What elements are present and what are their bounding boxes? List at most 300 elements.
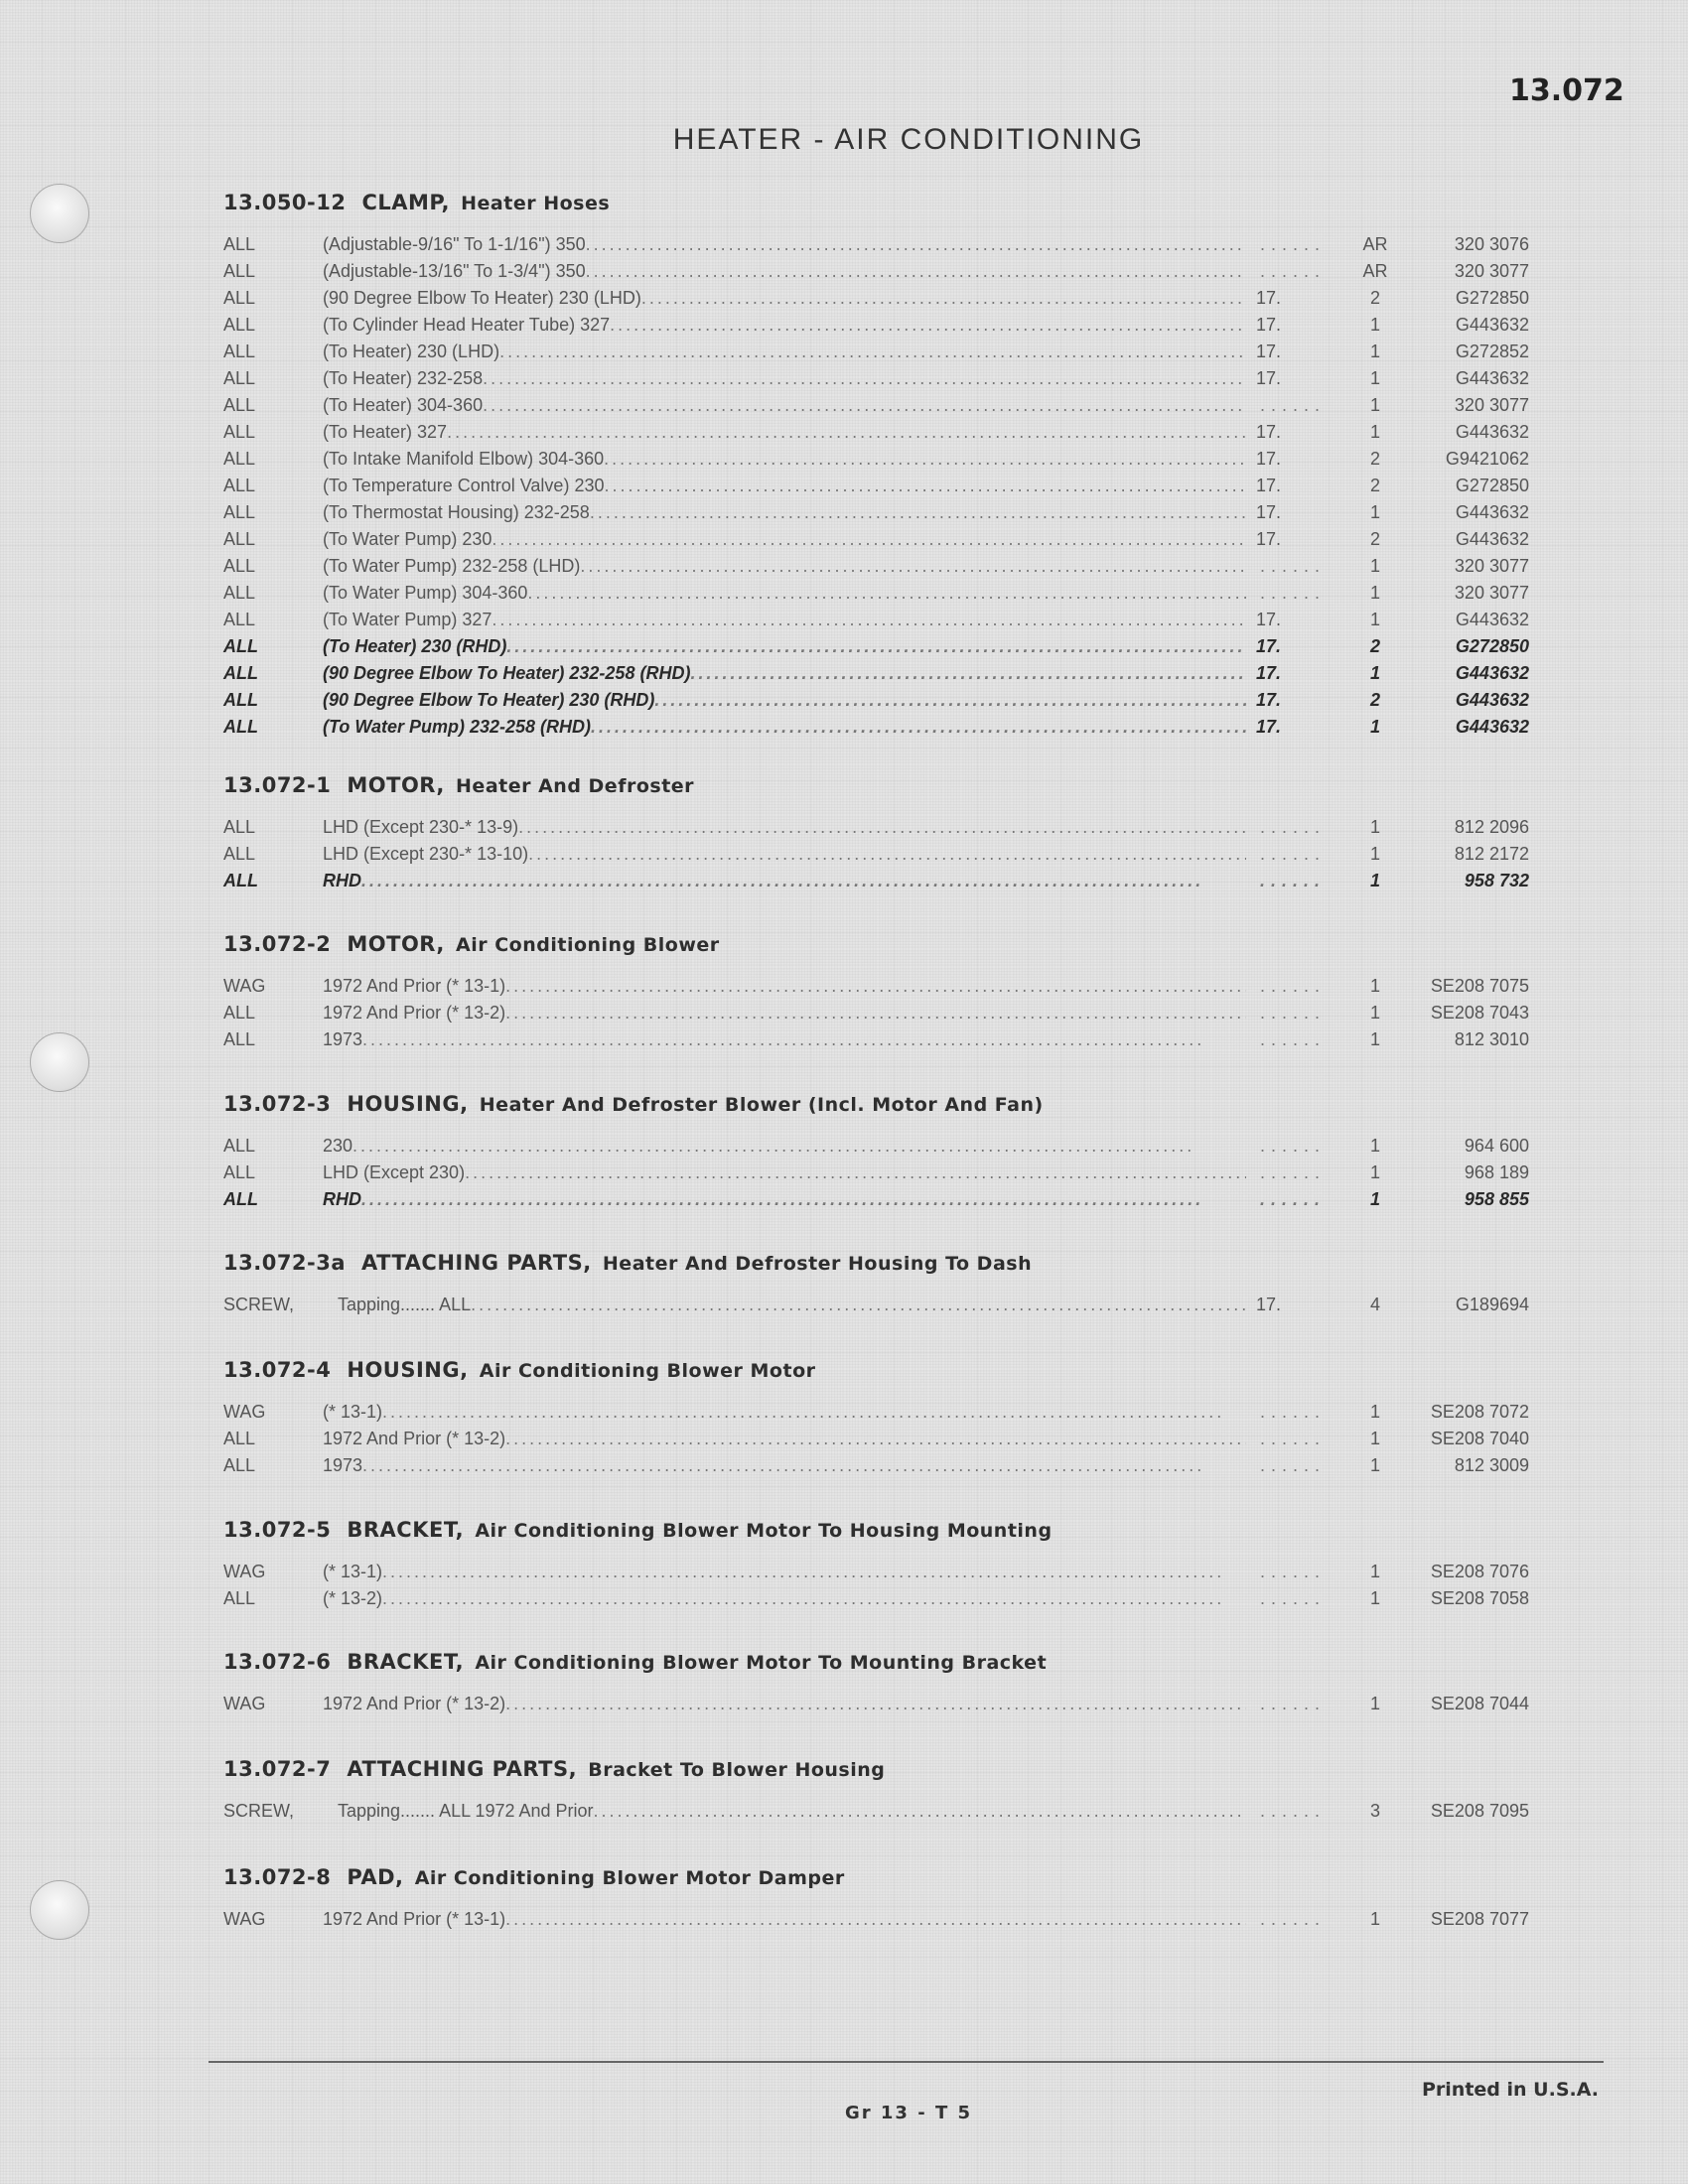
row-model: ALL bbox=[223, 422, 256, 442]
row-description: 230 bbox=[323, 1136, 353, 1156]
row-description: (Adjustable-9/16" To 1-1/16") 350 bbox=[323, 234, 586, 254]
row-part-number: G189694 bbox=[1455, 1295, 1529, 1314]
row-quantity: 2 bbox=[1369, 449, 1380, 469]
parts-section bbox=[223, 1646, 1534, 1717]
leader-dots bbox=[471, 1292, 1246, 1318]
section-heading bbox=[223, 187, 1534, 218]
reference-leader-dots: . . . . . . bbox=[1260, 556, 1321, 576]
parts-row bbox=[223, 1426, 1534, 1452]
section-rows bbox=[223, 231, 1534, 741]
leader-dots bbox=[382, 1559, 1246, 1585]
reference-leader-dots: . . . . . . bbox=[1260, 234, 1321, 254]
section-number: 13.072-8 bbox=[223, 1865, 332, 1889]
row-description: (* 13-1) bbox=[323, 1402, 383, 1422]
row-description-line bbox=[323, 814, 1246, 841]
section-rows bbox=[223, 814, 1534, 894]
row-description-line bbox=[323, 231, 1246, 258]
row-reference: 17. bbox=[1256, 449, 1282, 469]
row-description: 1972 And Prior (* 13-2) bbox=[323, 1429, 506, 1448]
row-quantity: 1 bbox=[1369, 976, 1380, 996]
row-model: SCREW, bbox=[223, 1801, 295, 1821]
leader-dots bbox=[505, 1426, 1246, 1452]
row-description: LHD (Except 230-* 13-10) bbox=[323, 844, 529, 864]
row-description: (To Heater) 327 bbox=[323, 422, 448, 442]
leader-dots bbox=[506, 633, 1246, 660]
row-description-line bbox=[323, 446, 1246, 473]
leader-dots bbox=[654, 687, 1246, 714]
row-quantity: 4 bbox=[1369, 1295, 1380, 1314]
row-description-line bbox=[323, 1426, 1246, 1452]
section-part-name: BRACKET, bbox=[347, 1518, 465, 1542]
row-part-number: G443632 bbox=[1455, 690, 1529, 710]
row-part-number: G443632 bbox=[1455, 315, 1529, 335]
reference-leader-dots: . . . . . . bbox=[1260, 1909, 1321, 1929]
row-description: RHD bbox=[323, 1189, 361, 1209]
reference-leader-dots: . . . . . . bbox=[1260, 976, 1321, 996]
row-quantity: 1 bbox=[1369, 1189, 1380, 1209]
reference-leader-dots: . . . . . . bbox=[1260, 1003, 1321, 1023]
row-description: (To Water Pump) 304-360 bbox=[323, 583, 528, 603]
section-part-name: BRACKET, bbox=[347, 1650, 465, 1674]
row-model: WAG bbox=[223, 1562, 266, 1581]
parts-section bbox=[223, 1861, 1534, 1933]
row-part-number: G443632 bbox=[1455, 663, 1529, 683]
row-description: (To Heater) 230 (RHD) bbox=[323, 636, 507, 656]
row-quantity: 1 bbox=[1369, 1003, 1380, 1023]
reference-leader-dots: . . . . . . bbox=[1260, 1402, 1321, 1422]
reference-leader-dots: . . . . . . bbox=[1260, 1162, 1321, 1182]
leader-dots bbox=[591, 714, 1246, 741]
row-part-number: G272852 bbox=[1455, 341, 1529, 361]
row-reference: 17. bbox=[1256, 341, 1282, 361]
row-model: ALL bbox=[223, 717, 258, 737]
leader-dots bbox=[382, 1585, 1246, 1612]
parts-row bbox=[223, 392, 1534, 419]
row-reference: 17. bbox=[1256, 368, 1282, 388]
row-quantity: 1 bbox=[1369, 663, 1380, 683]
footer-group-code: Gr 13 - T 5 bbox=[844, 2103, 973, 2123]
parts-row bbox=[223, 231, 1534, 258]
row-description-line bbox=[323, 841, 1246, 868]
leader-dots bbox=[483, 392, 1246, 419]
reference-leader-dots: . . . . . . bbox=[1260, 583, 1321, 603]
row-quantity: 1 bbox=[1369, 1588, 1380, 1608]
binder-hole-middle bbox=[30, 1032, 89, 1092]
row-model: ALL bbox=[223, 690, 258, 710]
row-description-line bbox=[323, 1160, 1246, 1186]
row-part-number: G443632 bbox=[1455, 717, 1529, 737]
reference-leader-dots: . . . . . . bbox=[1260, 844, 1321, 864]
row-description: 1972 And Prior (* 13-1) bbox=[323, 976, 506, 996]
leader-dots bbox=[518, 814, 1246, 841]
section-number: 13.072-3 bbox=[223, 1092, 332, 1116]
row-model: WAG bbox=[223, 1402, 266, 1422]
section-heading bbox=[223, 1514, 1534, 1546]
row-description-line bbox=[323, 1186, 1246, 1213]
row-model: ALL bbox=[223, 315, 256, 335]
row-description: (To Heater) 230 (LHD) bbox=[323, 341, 500, 361]
row-quantity: 1 bbox=[1369, 717, 1380, 737]
row-quantity: 1 bbox=[1369, 1162, 1380, 1182]
row-model: ALL bbox=[223, 1162, 256, 1182]
section-heading bbox=[223, 769, 1534, 801]
parts-section bbox=[223, 1753, 1534, 1825]
reference-leader-dots: . . . . . . bbox=[1260, 1429, 1321, 1448]
row-quantity: 1 bbox=[1369, 844, 1380, 864]
row-model: ALL bbox=[223, 1003, 256, 1023]
row-description-line bbox=[323, 499, 1246, 526]
row-description: (To Water Pump) 327 bbox=[323, 610, 492, 629]
reference-leader-dots: . . . . . . bbox=[1260, 261, 1321, 281]
row-part-number: 320 3077 bbox=[1454, 556, 1529, 576]
leader-dots bbox=[361, 868, 1246, 894]
row-model: ALL bbox=[223, 1455, 256, 1475]
reference-leader-dots: . . . . . . bbox=[1260, 395, 1321, 415]
row-model: ALL bbox=[223, 395, 256, 415]
row-model: ALL bbox=[223, 663, 258, 683]
reference-leader-dots: . . . . . . bbox=[1260, 817, 1321, 837]
row-description: (To Water Pump) 232-258 (LHD) bbox=[323, 556, 581, 576]
parts-row bbox=[223, 1292, 1534, 1318]
parts-row bbox=[223, 419, 1534, 446]
parts-row bbox=[223, 1026, 1534, 1053]
row-model: ALL bbox=[223, 341, 256, 361]
section-description: Air Conditioning Blower Motor To Housing Mounting bbox=[475, 1520, 1053, 1542]
row-reference: 17. bbox=[1256, 1295, 1282, 1314]
row-model: ALL bbox=[223, 1588, 256, 1608]
leader-dots bbox=[505, 1906, 1246, 1933]
section-number: 13.072-4 bbox=[223, 1358, 332, 1382]
row-model: ALL bbox=[223, 1189, 258, 1209]
row-part-number: G272850 bbox=[1455, 476, 1529, 495]
parts-row bbox=[223, 446, 1534, 473]
section-description: Heater Hoses bbox=[461, 193, 611, 214]
row-description: Tapping....... ALL bbox=[338, 1295, 472, 1314]
leader-dots bbox=[594, 1798, 1246, 1825]
parts-row bbox=[223, 1585, 1534, 1612]
leader-dots bbox=[362, 1026, 1246, 1053]
leader-dots bbox=[362, 1452, 1246, 1479]
row-model: ALL bbox=[223, 234, 256, 254]
section-number: 13.072-2 bbox=[223, 932, 332, 956]
leader-dots bbox=[483, 365, 1246, 392]
row-part-number: SE208 7043 bbox=[1430, 1003, 1529, 1023]
parts-row bbox=[223, 1906, 1534, 1933]
row-model: ALL bbox=[223, 476, 256, 495]
row-model: ALL bbox=[223, 288, 256, 308]
leader-dots bbox=[690, 660, 1246, 687]
row-part-number: 964 600 bbox=[1464, 1136, 1529, 1156]
row-quantity: 1 bbox=[1369, 1402, 1380, 1422]
row-description-line bbox=[323, 687, 1246, 714]
row-description-line bbox=[323, 868, 1246, 894]
parts-row bbox=[223, 312, 1534, 339]
section-part-name: ATTACHING PARTS, bbox=[347, 1757, 578, 1781]
row-reference: 17. bbox=[1256, 610, 1282, 629]
parts-row bbox=[223, 660, 1534, 687]
reference-leader-dots: . . . . . . bbox=[1260, 1801, 1321, 1821]
section-rows bbox=[223, 1133, 1534, 1213]
section-heading bbox=[223, 1088, 1534, 1120]
row-reference: 17. bbox=[1256, 690, 1282, 710]
section-number: 13.072-7 bbox=[223, 1757, 332, 1781]
row-description: 1972 And Prior (* 13-2) bbox=[323, 1694, 506, 1713]
parts-section bbox=[223, 1514, 1534, 1612]
row-description-line bbox=[323, 580, 1246, 607]
row-part-number: G272850 bbox=[1455, 288, 1529, 308]
leader-dots bbox=[610, 312, 1246, 339]
parts-row bbox=[223, 607, 1534, 633]
row-quantity: 2 bbox=[1369, 476, 1380, 495]
row-part-number: G443632 bbox=[1455, 610, 1529, 629]
row-part-number: SE208 7040 bbox=[1430, 1429, 1529, 1448]
row-quantity: 1 bbox=[1369, 817, 1380, 837]
row-model: SCREW, bbox=[223, 1295, 295, 1314]
row-quantity: 1 bbox=[1369, 502, 1380, 522]
section-rows bbox=[223, 1399, 1534, 1479]
row-part-number: 812 3010 bbox=[1454, 1029, 1529, 1049]
row-part-number: 320 3077 bbox=[1454, 395, 1529, 415]
row-description-line bbox=[323, 473, 1246, 499]
leader-dots bbox=[505, 1000, 1246, 1026]
row-quantity: 1 bbox=[1369, 315, 1380, 335]
reference-leader-dots: . . . . . . bbox=[1260, 1588, 1321, 1608]
parts-row bbox=[223, 1399, 1534, 1426]
leader-dots bbox=[499, 339, 1246, 365]
leader-dots bbox=[382, 1399, 1246, 1426]
row-quantity: 2 bbox=[1369, 636, 1380, 656]
reference-leader-dots: . . . . . . bbox=[1260, 1694, 1321, 1713]
leader-dots bbox=[465, 1160, 1246, 1186]
section-description: Air Conditioning Blower Motor bbox=[479, 1360, 816, 1382]
section-part-name: HOUSING, bbox=[347, 1358, 469, 1382]
row-model: ALL bbox=[223, 871, 258, 890]
row-description-line bbox=[323, 1691, 1246, 1717]
row-quantity: 1 bbox=[1369, 368, 1380, 388]
row-quantity: 1 bbox=[1369, 341, 1380, 361]
row-part-number: G443632 bbox=[1455, 368, 1529, 388]
leader-dots bbox=[505, 1691, 1246, 1717]
leader-dots bbox=[492, 526, 1246, 553]
section-part-name: MOTOR, bbox=[347, 773, 445, 797]
row-description-line bbox=[323, 607, 1246, 633]
section-number: 13.072-3a bbox=[223, 1251, 347, 1275]
section-rows bbox=[223, 973, 1534, 1053]
row-model: ALL bbox=[223, 261, 256, 281]
row-description-line bbox=[323, 973, 1246, 1000]
footer-printed-in: Printed in U.S.A. bbox=[1422, 2079, 1599, 2101]
parts-section bbox=[223, 1088, 1534, 1213]
page-number: 13.072 bbox=[1509, 73, 1624, 108]
row-model: WAG bbox=[223, 1909, 266, 1929]
section-part-name: HOUSING, bbox=[347, 1092, 469, 1116]
leader-dots bbox=[361, 1186, 1246, 1213]
section-number: 13.072-5 bbox=[223, 1518, 332, 1542]
row-description: (* 13-2) bbox=[323, 1588, 383, 1608]
row-description: (90 Degree Elbow To Heater) 232-258 (RHD) bbox=[323, 663, 691, 683]
row-reference: 17. bbox=[1256, 476, 1282, 495]
row-quantity: 1 bbox=[1369, 610, 1380, 629]
row-quantity: 1 bbox=[1369, 1562, 1380, 1581]
row-quantity: AR bbox=[1362, 234, 1388, 254]
leader-dots bbox=[586, 231, 1246, 258]
row-part-number: G443632 bbox=[1455, 529, 1529, 549]
row-description: 1973 bbox=[323, 1455, 363, 1475]
reference-leader-dots: . . . . . . bbox=[1260, 1455, 1321, 1475]
row-part-number: 968 189 bbox=[1464, 1162, 1529, 1182]
row-description: (90 Degree Elbow To Heater) 230 (LHD) bbox=[323, 288, 641, 308]
row-model: ALL bbox=[223, 368, 256, 388]
row-part-number: SE208 7075 bbox=[1430, 976, 1529, 996]
row-part-number: SE208 7076 bbox=[1430, 1562, 1529, 1581]
row-description-line bbox=[323, 1452, 1246, 1479]
row-description-line bbox=[323, 633, 1246, 660]
section-rows bbox=[223, 1691, 1534, 1717]
row-description-line bbox=[338, 1798, 1246, 1825]
reference-leader-dots: . . . . . . bbox=[1260, 1029, 1321, 1049]
binder-hole-top bbox=[30, 184, 89, 243]
section-heading bbox=[223, 1354, 1534, 1386]
parts-row bbox=[223, 1691, 1534, 1717]
row-part-number: 320 3077 bbox=[1454, 583, 1529, 603]
footer-divider bbox=[209, 2061, 1604, 2063]
reference-leader-dots: . . . . . . bbox=[1260, 1189, 1321, 1209]
section-rows bbox=[223, 1559, 1534, 1612]
row-description: (To Heater) 232-258 bbox=[323, 368, 484, 388]
row-model: ALL bbox=[223, 1029, 256, 1049]
row-description-line bbox=[323, 1906, 1246, 1933]
row-model: ALL bbox=[223, 1429, 256, 1448]
parts-row bbox=[223, 814, 1534, 841]
row-part-number: SE208 7072 bbox=[1430, 1402, 1529, 1422]
row-description-line bbox=[323, 714, 1246, 741]
leader-dots bbox=[586, 258, 1246, 285]
parts-row bbox=[223, 285, 1534, 312]
row-reference: 17. bbox=[1256, 288, 1282, 308]
row-description: (To Water Pump) 230 bbox=[323, 529, 492, 549]
row-reference: 17. bbox=[1256, 529, 1282, 549]
row-reference: 17. bbox=[1256, 315, 1282, 335]
row-model: ALL bbox=[223, 844, 256, 864]
row-description: (To Intake Manifold Elbow) 304-360 bbox=[323, 449, 605, 469]
row-description-line bbox=[323, 526, 1246, 553]
section-part-name: MOTOR, bbox=[347, 932, 445, 956]
parts-row bbox=[223, 1452, 1534, 1479]
row-description: (90 Degree Elbow To Heater) 230 (RHD) bbox=[323, 690, 655, 710]
row-description-line bbox=[323, 392, 1246, 419]
row-quantity: 2 bbox=[1369, 690, 1380, 710]
parts-row bbox=[223, 1160, 1534, 1186]
parts-row bbox=[223, 553, 1534, 580]
parts-section bbox=[223, 1247, 1534, 1318]
section-heading bbox=[223, 1646, 1534, 1678]
row-quantity: 1 bbox=[1369, 871, 1380, 890]
row-part-number: 812 2096 bbox=[1454, 817, 1529, 837]
row-quantity: 1 bbox=[1369, 1694, 1380, 1713]
reference-leader-dots: . . . . . . bbox=[1260, 871, 1321, 890]
row-part-number: 958 855 bbox=[1464, 1189, 1529, 1209]
leader-dots bbox=[604, 473, 1246, 499]
leader-dots bbox=[590, 499, 1246, 526]
row-reference: 17. bbox=[1256, 502, 1282, 522]
row-description: (* 13-1) bbox=[323, 1562, 383, 1581]
row-description: 1973 bbox=[323, 1029, 363, 1049]
row-description: 1972 And Prior (* 13-1) bbox=[323, 1909, 506, 1929]
parts-row bbox=[223, 687, 1534, 714]
row-quantity: 1 bbox=[1369, 583, 1380, 603]
row-description-line bbox=[323, 553, 1246, 580]
section-heading bbox=[223, 928, 1534, 960]
row-quantity: 1 bbox=[1369, 1455, 1380, 1475]
page-title: HEATER - AIR CONDITIONING bbox=[672, 123, 1145, 156]
row-description-line bbox=[323, 660, 1246, 687]
row-part-number: G9421062 bbox=[1445, 449, 1529, 469]
row-model: ALL bbox=[223, 583, 256, 603]
row-part-number: SE208 7095 bbox=[1430, 1801, 1529, 1821]
parts-row bbox=[223, 1798, 1534, 1825]
row-reference: 17. bbox=[1256, 717, 1282, 737]
parts-section bbox=[223, 1354, 1534, 1479]
row-part-number: 320 3077 bbox=[1454, 261, 1529, 281]
row-description: Tapping....... ALL 1972 And Prior bbox=[338, 1801, 594, 1821]
parts-row bbox=[223, 339, 1534, 365]
leader-dots bbox=[604, 446, 1246, 473]
parts-row bbox=[223, 714, 1534, 741]
section-heading bbox=[223, 1753, 1534, 1785]
row-part-number: 958 732 bbox=[1464, 871, 1529, 890]
section-description: Heater And Defroster Housing To Dash bbox=[602, 1253, 1033, 1275]
row-description-line bbox=[323, 258, 1246, 285]
row-quantity: 3 bbox=[1369, 1801, 1380, 1821]
row-description: (To Thermostat Housing) 232-258 bbox=[323, 502, 590, 522]
row-part-number: SE208 7044 bbox=[1430, 1694, 1529, 1713]
row-description-line bbox=[323, 1559, 1246, 1585]
parts-row bbox=[223, 841, 1534, 868]
row-model: ALL bbox=[223, 556, 256, 576]
parts-section bbox=[223, 928, 1534, 1053]
row-part-number: 320 3076 bbox=[1454, 234, 1529, 254]
reference-leader-dots: . . . . . . bbox=[1260, 1136, 1321, 1156]
row-model: ALL bbox=[223, 449, 256, 469]
row-quantity: 1 bbox=[1369, 1136, 1380, 1156]
row-description-line bbox=[338, 1292, 1246, 1318]
row-quantity: 1 bbox=[1369, 1029, 1380, 1049]
row-model: ALL bbox=[223, 1136, 256, 1156]
row-description-line bbox=[323, 1133, 1246, 1160]
parts-row bbox=[223, 499, 1534, 526]
leader-dots bbox=[492, 607, 1246, 633]
row-part-number: SE208 7077 bbox=[1430, 1909, 1529, 1929]
section-description: Air Conditioning Blower Motor To Mounting Bracket bbox=[475, 1652, 1048, 1674]
binder-hole-bottom bbox=[30, 1880, 89, 1940]
leader-dots bbox=[447, 419, 1246, 446]
section-rows bbox=[223, 1798, 1534, 1825]
section-number: 13.072-6 bbox=[223, 1650, 332, 1674]
parts-row bbox=[223, 526, 1534, 553]
section-description: Air Conditioning Blower bbox=[456, 934, 720, 956]
row-description-line bbox=[323, 1000, 1246, 1026]
row-description-line bbox=[323, 339, 1246, 365]
row-description-line bbox=[323, 312, 1246, 339]
parts-section bbox=[223, 769, 1534, 894]
parts-row bbox=[223, 868, 1534, 894]
parts-row bbox=[223, 365, 1534, 392]
section-heading bbox=[223, 1247, 1534, 1279]
section-description: Heater And Defroster Blower (Incl. Motor And Fan) bbox=[479, 1094, 1044, 1116]
row-model: ALL bbox=[223, 636, 258, 656]
row-description: (To Cylinder Head Heater Tube) 327 bbox=[323, 315, 611, 335]
leader-dots bbox=[641, 285, 1246, 312]
